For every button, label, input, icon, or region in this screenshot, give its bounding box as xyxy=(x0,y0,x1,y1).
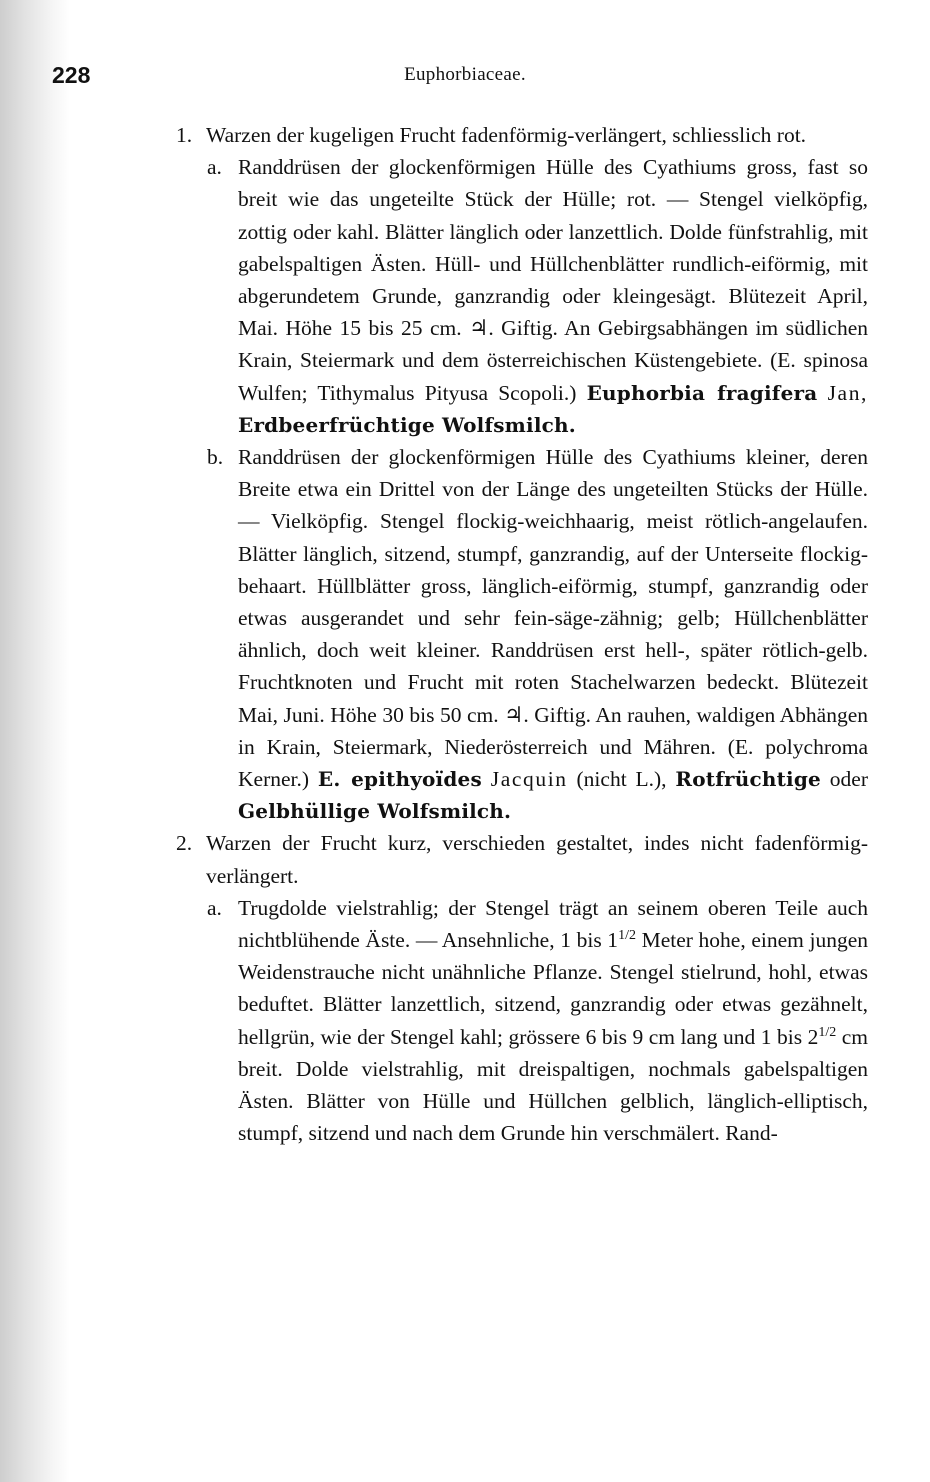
common-name: Erdbeerfrüchtige Wolfsmilch. xyxy=(238,412,576,437)
entry-marker: 1. xyxy=(176,123,193,147)
species-author: Jan, xyxy=(827,380,869,405)
species-name: Euphorbia fragifera xyxy=(586,380,818,405)
key-entry-2 xyxy=(176,827,868,891)
entry-text-part-1: Trugdolde vielstrahlig; der Stengel trägt an seinem oberen Teile auch nichtblühende Äste. — Ansehnliche, 1 bis 1 xyxy=(238,895,868,953)
entry-marker: 2. xyxy=(176,831,193,856)
page-number: 228 xyxy=(52,62,91,88)
page-header xyxy=(0,62,930,92)
entry-marker: b. xyxy=(207,445,224,470)
common-name-1: Rotfrüchtige xyxy=(675,767,821,792)
conjunction: oder xyxy=(829,767,868,792)
running-head: Euphorbiaceae. xyxy=(404,64,526,85)
entry-text-part-2: Meter hohe, einem jungen Weidenstrauche nicht unähnliche Pflanze. Stengel stielrund, hohl, etwas beduftet. Blätter lanzettlich, sitzend, ganzrandig oder etwas gezähnelt, hellgrün, wie der Stengel kahl; grössere 6 bis 9 cm lang und 1 bis 2 xyxy=(238,928,868,1049)
entry-text: Warzen der kugeligen Frucht fadenförmig-verlängert, schliesslich rot. xyxy=(206,123,807,147)
entry-text: Warzen der Frucht kurz, verschieden gestaltet, indes nicht fadenförmig-verlängert. xyxy=(206,831,868,888)
fraction-half: 1/2 xyxy=(818,1024,837,1040)
common-name-2: Gelbhüllige Wolfsmilch. xyxy=(238,799,512,824)
key-entry-1a xyxy=(207,151,869,441)
entry-text-part-3: cm breit. Dolde vielstrahlig, mit dreispaltigen, nochmals gabelspaltigen Ästen. Blätter von Hülle und Hüllchen gelblich, länglich-elliptisch, stumpf, sitzend und nach dem Grunde hin verschmälert. Rand- xyxy=(238,1024,868,1146)
key-entry-1 xyxy=(176,119,868,151)
key-text xyxy=(0,119,930,1150)
species-author: Jacquin xyxy=(490,767,568,792)
key-entry-1b xyxy=(207,441,868,827)
entry-text: Randdrüsen der glockenförmigen Hülle des Cyathiums kleiner, deren Breite etwa ein Drittel von der Länge des ungeteilten Stücks der Hülle. — Vielköpfig. Stengel flockig-weichhaarig, meist rötlich-angelaufen. Blätter länglich, sitzend, stumpf, ganzrandig, auf der Unterseite flockig-behaart. Hüllblätter gross, länglich-eiförmig, stumpf, ganzrandig oder etwas ausgerandet und sehr fein-säge-zähnig; gelb; Hüllchenblätter ähnlich, doch weit kleiner. Randdrüsen erst hell-, später rötlich-gelb. Fruchtknoten und Frucht mit roten Stachelwarzen bedeckt. Blütezeit Mai, Juni. Höhe 30 bis 50 cm. ♃. Giftig. An rauhen, waldigen Abhängen in Krain, Steiermark, Niederösterreich und Mähren. (E. polychroma Kerner.) xyxy=(238,445,868,792)
entry-marker: a. xyxy=(207,895,222,920)
key-entry-2a xyxy=(207,892,868,1150)
entry-marker: a. xyxy=(207,155,222,180)
fraction-half: 1/2 xyxy=(618,927,636,943)
species-name: E. epithyoïdes xyxy=(317,767,482,792)
author-note: (nicht L.), xyxy=(576,767,667,792)
entry-text: Randdrüsen der glockenförmigen Hülle des Cyathiums gross, fast so breit wie das ungeteilte Stück der Hülle; rot. — Stengel vielköpfig, zottig oder kahl. Blätter länglich oder lanzettlich. Dolde fünfstrahlig, mit gabelspaltigen Ästen. Hüll- und Hüllchenblätter rundlich-eiförmig, mit abgerundetem Grunde, ganzrandig oder kleingesägt. Blütezeit April, Mai. Höhe 15 bis 25 cm. ♃. Giftig. An Gebirgsabhängen im südlichen Krain, Steiermark und dem österreichischen Küstengebiete. (E. spinosa Wulfen; Tithymalus Pityusa Scopoli.) xyxy=(238,155,868,405)
